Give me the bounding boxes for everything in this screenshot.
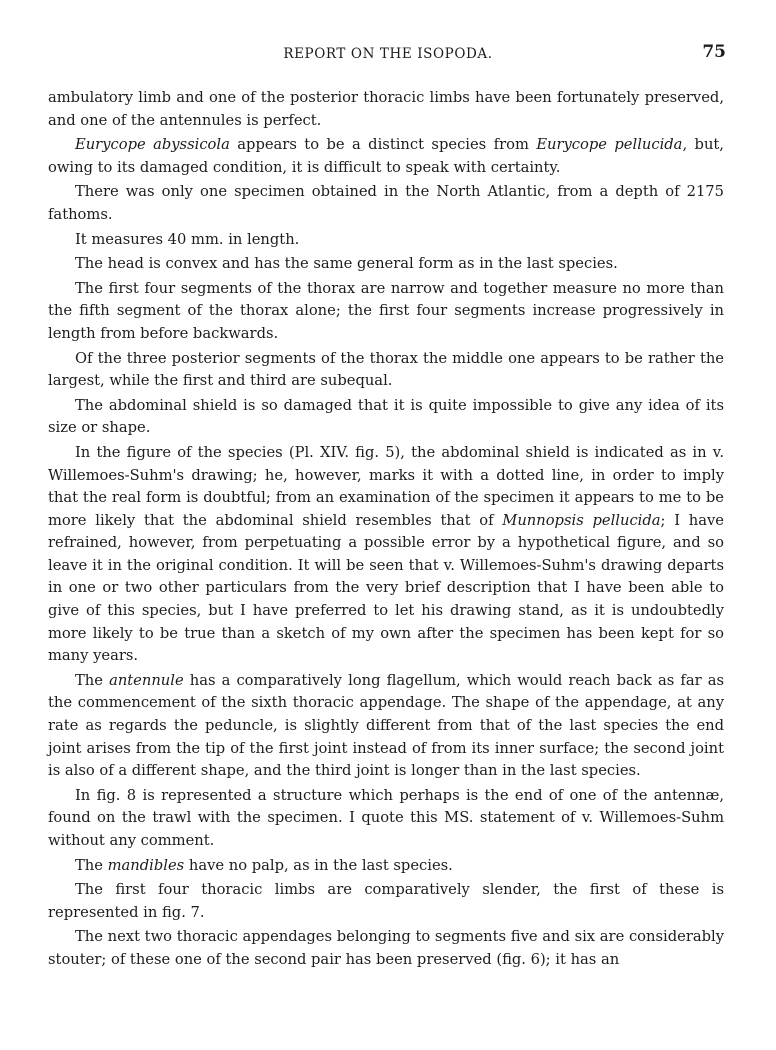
running-head <box>50 42 726 70</box>
paragraph-posterior-segments: Of the three posterior segments of the thorax the middle one appears to be rather the largest, while the first and third are subequal. <box>48 349 724 390</box>
paragraph-figure-note: In the figure of the species (Pl. XIV. fig. 5), the abdominal shield is indicated as in v. Willemoes-Suhm's drawing; he, however, marks it with a dotted line, in order to imply that the real form is doubtful; from an examination of the specimen it appears to me to be more likely that the abdominal shield resembles that of Munnopsis pellucida; I have refrained, however, from perpetuating a possible error by a hypothetical figure, and so leave it in the original condition. It will be seen that v. Willemoes-Suhm's drawing departs in one or two other particulars from the very brief description that I have been able to give of this species, but I have preferred to let his drawing stand, as it is undoubtedly more likely to be true than a sketch of my own after the specimen has been kept for so many years. <box>48 443 725 665</box>
paragraph-specimen-depth: There was only one specimen obtained in the North Atlantic, from a depth of 2175 fathoms. <box>48 183 724 223</box>
term-mandibles: mandibles <box>107 856 185 874</box>
paragraph-thorax-segments: The first four segments of the thorax are narrow and together measure no more than the fifth segment of the thorax alone; the first four segments increase progressively in length from before backwards. <box>48 279 724 342</box>
species-name: Munnopsis pellucida <box>502 511 661 529</box>
page-number: 75 <box>702 42 726 62</box>
paragraph-mandibles: The mandibles have no palp, as in the last species. <box>75 856 453 874</box>
paragraph-continuation: ambulatory limb and one of the posterior thoracic limbs have been fortunately preserved, and one of the antennules is perfect. <box>48 89 724 129</box>
paragraph-species-distinct: Eurycope abyssicola appears to be a distinct species from Eurycope pellucida, but, owing to its damaged condition, it is difficult to speak with certainty. <box>48 136 724 176</box>
paragraph-next-appendages: The next two thoracic appendages belonging to segments five and six are considerably stouter; of these one of the second pair has been preserved (fig. 6); it has an <box>48 928 724 968</box>
body-text <box>48 87 724 974</box>
paragraph-thoracic-limbs: The first four thoracic limbs are comparatively slender, the first of these is represented in fig. 7. <box>48 881 724 921</box>
species-name: Eurycope pellucida <box>536 136 683 154</box>
paragraph-abdominal-shield: The abdominal shield is so damaged that it is quite impossible to give any idea of its size or shape. <box>48 396 724 437</box>
species-name: Eurycope abyssicola <box>75 136 230 154</box>
paragraph-fig8: In fig. 8 is represented a structure which perhaps is the end of one of the antennæ, found on the trawl with the specimen. I quote this MS. statement of v. Willemoes-Suhm without any comment. <box>48 786 724 849</box>
paragraph-length: It measures 40 mm. in length. <box>75 230 300 248</box>
paragraph-antennule: The antennule has a comparatively long flagellum, which would reach back as far as the commencement of the sixth thoracic appendage. The shape of the appendage, at any rate as regards the peduncle, is slightly different from that of the last species the end joint arises from the tip of the first joint instead of from its inner surface; the second joint is also of a different shape, and the third joint is longer than in the last species. <box>48 671 724 780</box>
running-title: REPORT ON THE ISOPODA. <box>283 46 493 62</box>
term-antennule: antennule <box>109 671 184 689</box>
paragraph-head: The head is convex and has the same general form as in the last species. <box>75 255 618 273</box>
